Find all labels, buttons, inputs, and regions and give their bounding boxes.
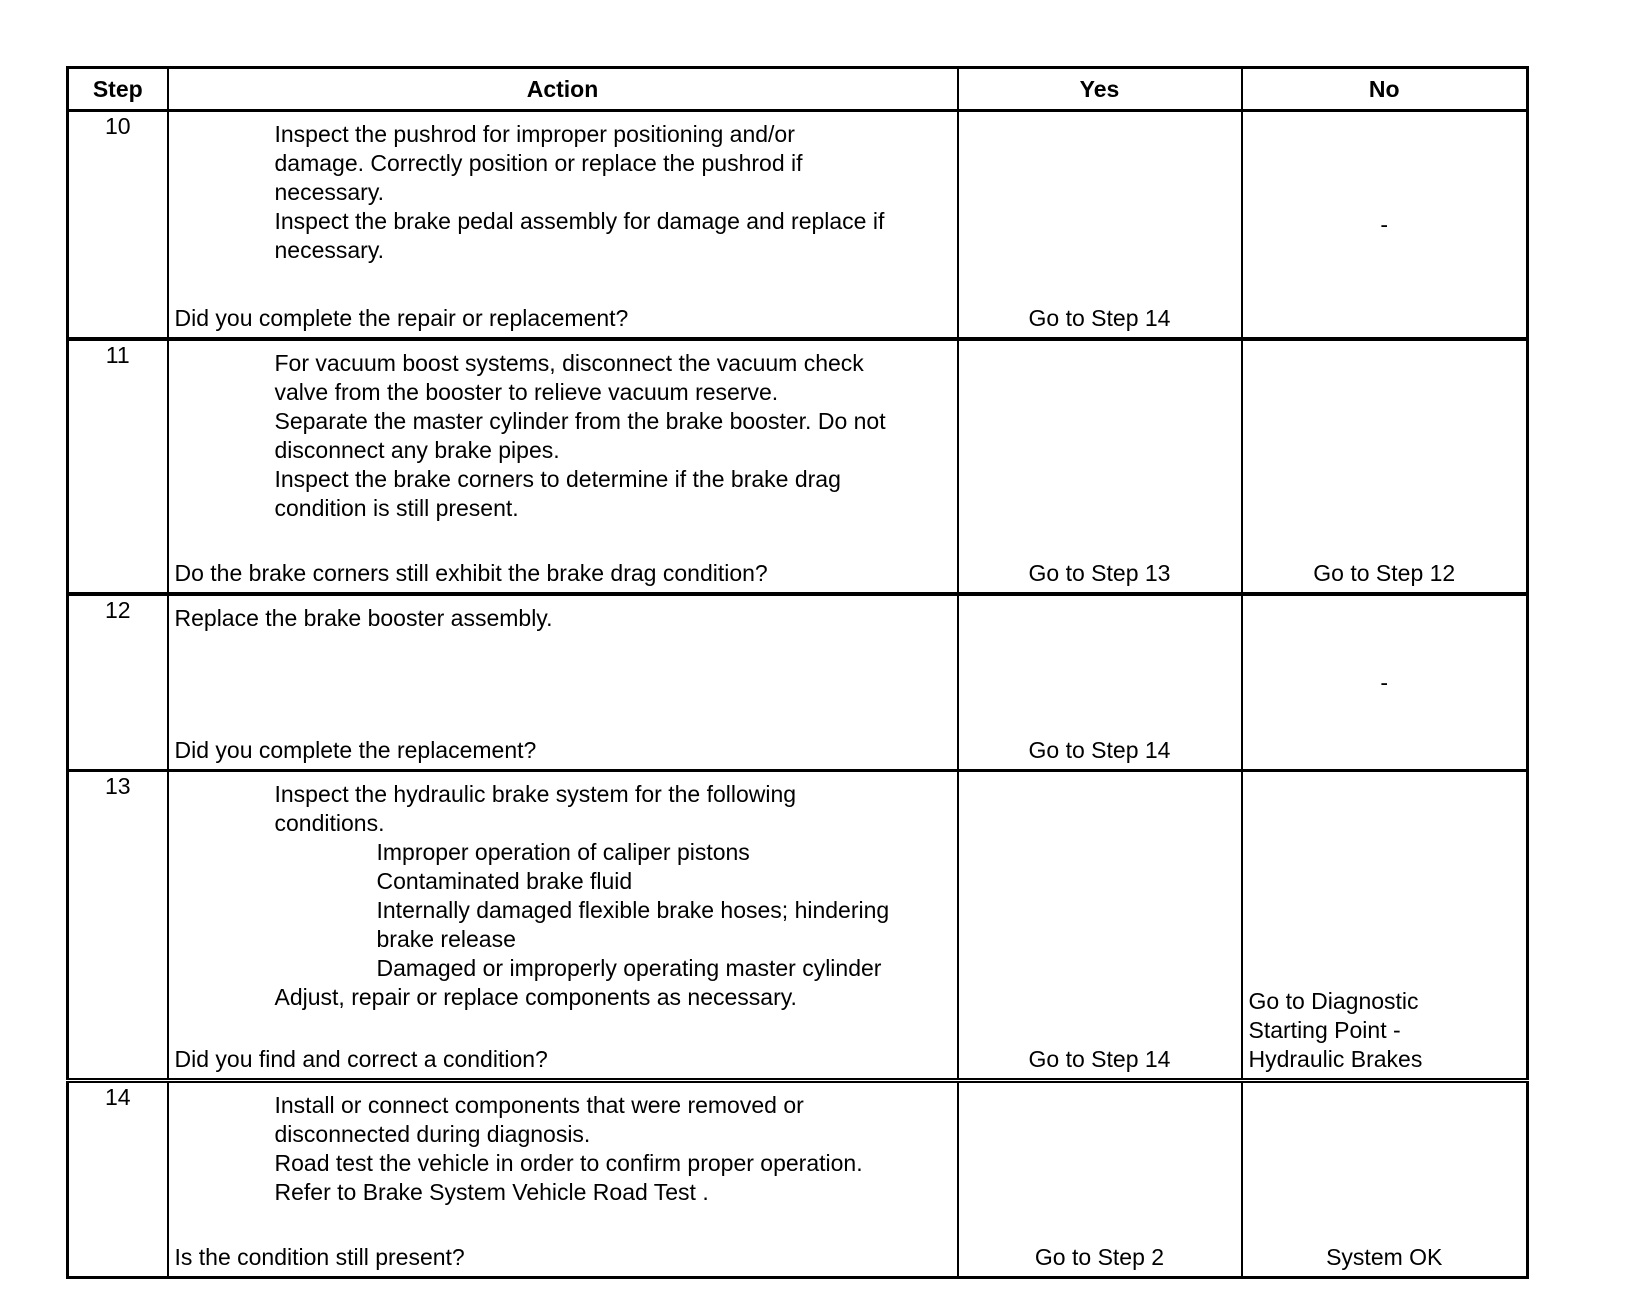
action-question: Is the condition still present? (174, 1244, 465, 1270)
action-line: Adjust, repair or replace components as necessary. (274, 984, 797, 1010)
no-result: Go to Step 12 (1313, 560, 1456, 586)
header-action: Action (168, 68, 958, 111)
action-line: Inspect the brake pedal assembly for damage and replace if (274, 208, 885, 234)
action-subline: Internally damaged flexible brake hoses; hindering (376, 897, 890, 923)
table-row-step-14 (68, 1081, 1528, 1278)
action-subline: Contaminated brake fluid (376, 868, 633, 894)
yes-cell (958, 594, 1242, 771)
action-line: necessary. (274, 179, 385, 205)
action-question: Did you complete the replacement? (174, 737, 537, 763)
action-line: Road test the vehicle in order to confirm proper operation. (274, 1150, 863, 1176)
yes-result: Go to Step 14 (1028, 1046, 1171, 1072)
action-subline: brake release (376, 926, 516, 952)
action-cell (168, 771, 958, 1081)
no-cell (1242, 594, 1528, 771)
action-line: Inspect the brake corners to determine if the brake drag (274, 466, 841, 492)
action-cell (168, 594, 958, 771)
header-no: No (1242, 68, 1528, 111)
yes-result: Go to Step 14 (1028, 737, 1171, 763)
yes-result: Go to Step 14 (1028, 305, 1171, 331)
action-subline: Damaged or improperly operating master cylinder (376, 955, 882, 981)
action-question: Did you complete the repair or replacement? (174, 305, 629, 331)
action-line: Refer to Brake System Vehicle Road Test . (274, 1179, 709, 1205)
table-row-step-12 (68, 594, 1528, 771)
action-subline: Improper operation of caliper pistons (376, 839, 750, 865)
table-row-step-11 (68, 339, 1528, 594)
no-result-line: Go to Diagnostic (1248, 988, 1419, 1014)
no-result: - (1380, 669, 1389, 695)
action-line: necessary. (274, 237, 385, 263)
action-line: Inspect the pushrod for improper positioning and/or (274, 121, 795, 147)
action-line: conditions. (274, 810, 385, 836)
table-row-step-13 (68, 771, 1528, 1081)
no-cell (1242, 1081, 1528, 1278)
action-cell (168, 1081, 958, 1278)
action-line: Install or connect components that were removed or (274, 1092, 804, 1118)
action-line: disconnect any brake pipes. (274, 437, 560, 463)
table-row-step-10 (68, 111, 1528, 340)
step-number: 10 (68, 111, 168, 340)
action-question: Did you find and correct a condition? (174, 1046, 548, 1072)
action-line: Replace the brake booster assembly. (174, 605, 553, 631)
yes-result: Go to Step 13 (1028, 560, 1171, 586)
yes-cell (958, 1081, 1242, 1278)
action-line: Separate the master cylinder from the brake booster. Do not (274, 408, 886, 434)
yes-cell (958, 339, 1242, 594)
header-yes: Yes (958, 68, 1242, 111)
yes-cell (958, 111, 1242, 340)
action-cell (168, 339, 958, 594)
action-line: condition is still present. (274, 495, 519, 521)
action-line: disconnected during diagnosis. (274, 1121, 591, 1147)
step-number: 11 (68, 339, 168, 594)
step-number: 14 (68, 1081, 168, 1278)
no-cell (1242, 339, 1528, 594)
header-row (68, 68, 1528, 111)
no-result-line: Hydraulic Brakes (1248, 1046, 1423, 1072)
no-result-line: Starting Point - (1248, 1017, 1401, 1043)
yes-result: Go to Step 2 (1034, 1244, 1165, 1270)
action-cell (168, 111, 958, 340)
step-number: 12 (68, 594, 168, 771)
step-number: 13 (68, 771, 168, 1081)
no-result: - (1380, 211, 1389, 237)
diagnostic-step-table (66, 66, 1529, 1279)
action-line: Inspect the hydraulic brake system for the following (274, 781, 797, 807)
header-step: Step (68, 68, 168, 111)
yes-cell (958, 771, 1242, 1081)
action-line: For vacuum boost systems, disconnect the vacuum check (274, 350, 864, 376)
action-question: Do the brake corners still exhibit the brake drag condition? (174, 560, 768, 586)
action-line: valve from the booster to relieve vacuum reserve. (274, 379, 779, 405)
no-cell (1242, 771, 1528, 1081)
no-result: System OK (1326, 1244, 1443, 1270)
action-line: damage. Correctly position or replace the pushrod if (274, 150, 803, 176)
no-result (1249, 987, 1523, 1074)
no-cell (1242, 111, 1528, 340)
